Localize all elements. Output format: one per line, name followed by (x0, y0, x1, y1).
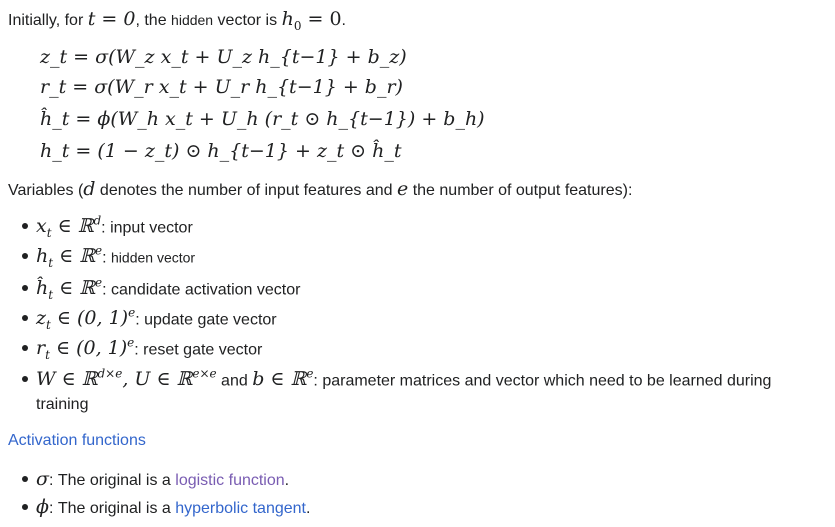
bullet-icon (22, 315, 28, 321)
equation-reset-gate: r_t = σ(W_r x_t + U_r h_{t−1} + b_r) (40, 76, 403, 98)
list-item: $z_t$ ∈ (0, 1)$^e$: update gate vector (22, 306, 277, 332)
list-item: $x_t$ ∈ ℝ$^d$: input vector (22, 214, 193, 240)
h0-equation: $h_0 = 0$ (281, 8, 342, 33)
intro-mid: , the (135, 12, 172, 29)
list-item: $h_t$ ∈ ℝ$^e$: hidden vector (22, 244, 195, 270)
t-equals-zero: t = 0 (87, 8, 136, 30)
equation-candidate: ĥ_t = ϕ(W_h x_t + U_h (r_t ⊙ h_{t−1}) + b_h) (40, 108, 485, 130)
bullet-icon (22, 253, 28, 259)
bullet-icon (22, 345, 28, 351)
bullet-icon (22, 376, 28, 382)
bullet-icon (22, 476, 28, 482)
bullet-icon (22, 285, 28, 291)
hyperbolic-tangent-link[interactable]: hyperbolic tangent (175, 500, 306, 517)
activation-functions-link[interactable]: Activation functions (8, 432, 146, 449)
equation-hidden: h_t = (1 − z_t) ⊙ h_{t−1} + z_t ⊙ ĥ_t (40, 140, 402, 162)
list-item: $ĥ_t$ ∈ ℝ$^e$: candidate activation vector (22, 276, 300, 302)
list-item: $r_t$ ∈ (0, 1)$^e$: reset gate vector (22, 336, 262, 362)
list-item: W ∈ ℝ$^{d\times e}$, U ∈ ℝ$^{e\times e}$ and b ∈ ℝ$^e$: parameter matrices and vector which need to be learned during (22, 367, 771, 390)
logistic-function-link[interactable]: logistic function (175, 472, 285, 489)
list-item: σ: The original is a logistic function. (22, 468, 289, 490)
intro-line: Initially, for t = 0, the hidden vector is $h_0 = 0$. (8, 8, 346, 33)
bullet-icon (22, 504, 28, 510)
bullet-icon (22, 223, 28, 229)
list-item-continuation: training (36, 396, 89, 413)
intro-post: vector is (213, 12, 282, 29)
intro-pre: Initially, for (8, 12, 88, 29)
list-item: ϕ: The original is a hyperbolic tangent. (22, 496, 310, 518)
variables-intro: Variables (d denotes the number of input features and e the number of output features): (8, 178, 633, 200)
equation-update-gate: z_t = σ(W_z x_t + U_z h_{t−1} + b_z) (40, 46, 407, 68)
hidden-word: hidden (171, 12, 214, 28)
